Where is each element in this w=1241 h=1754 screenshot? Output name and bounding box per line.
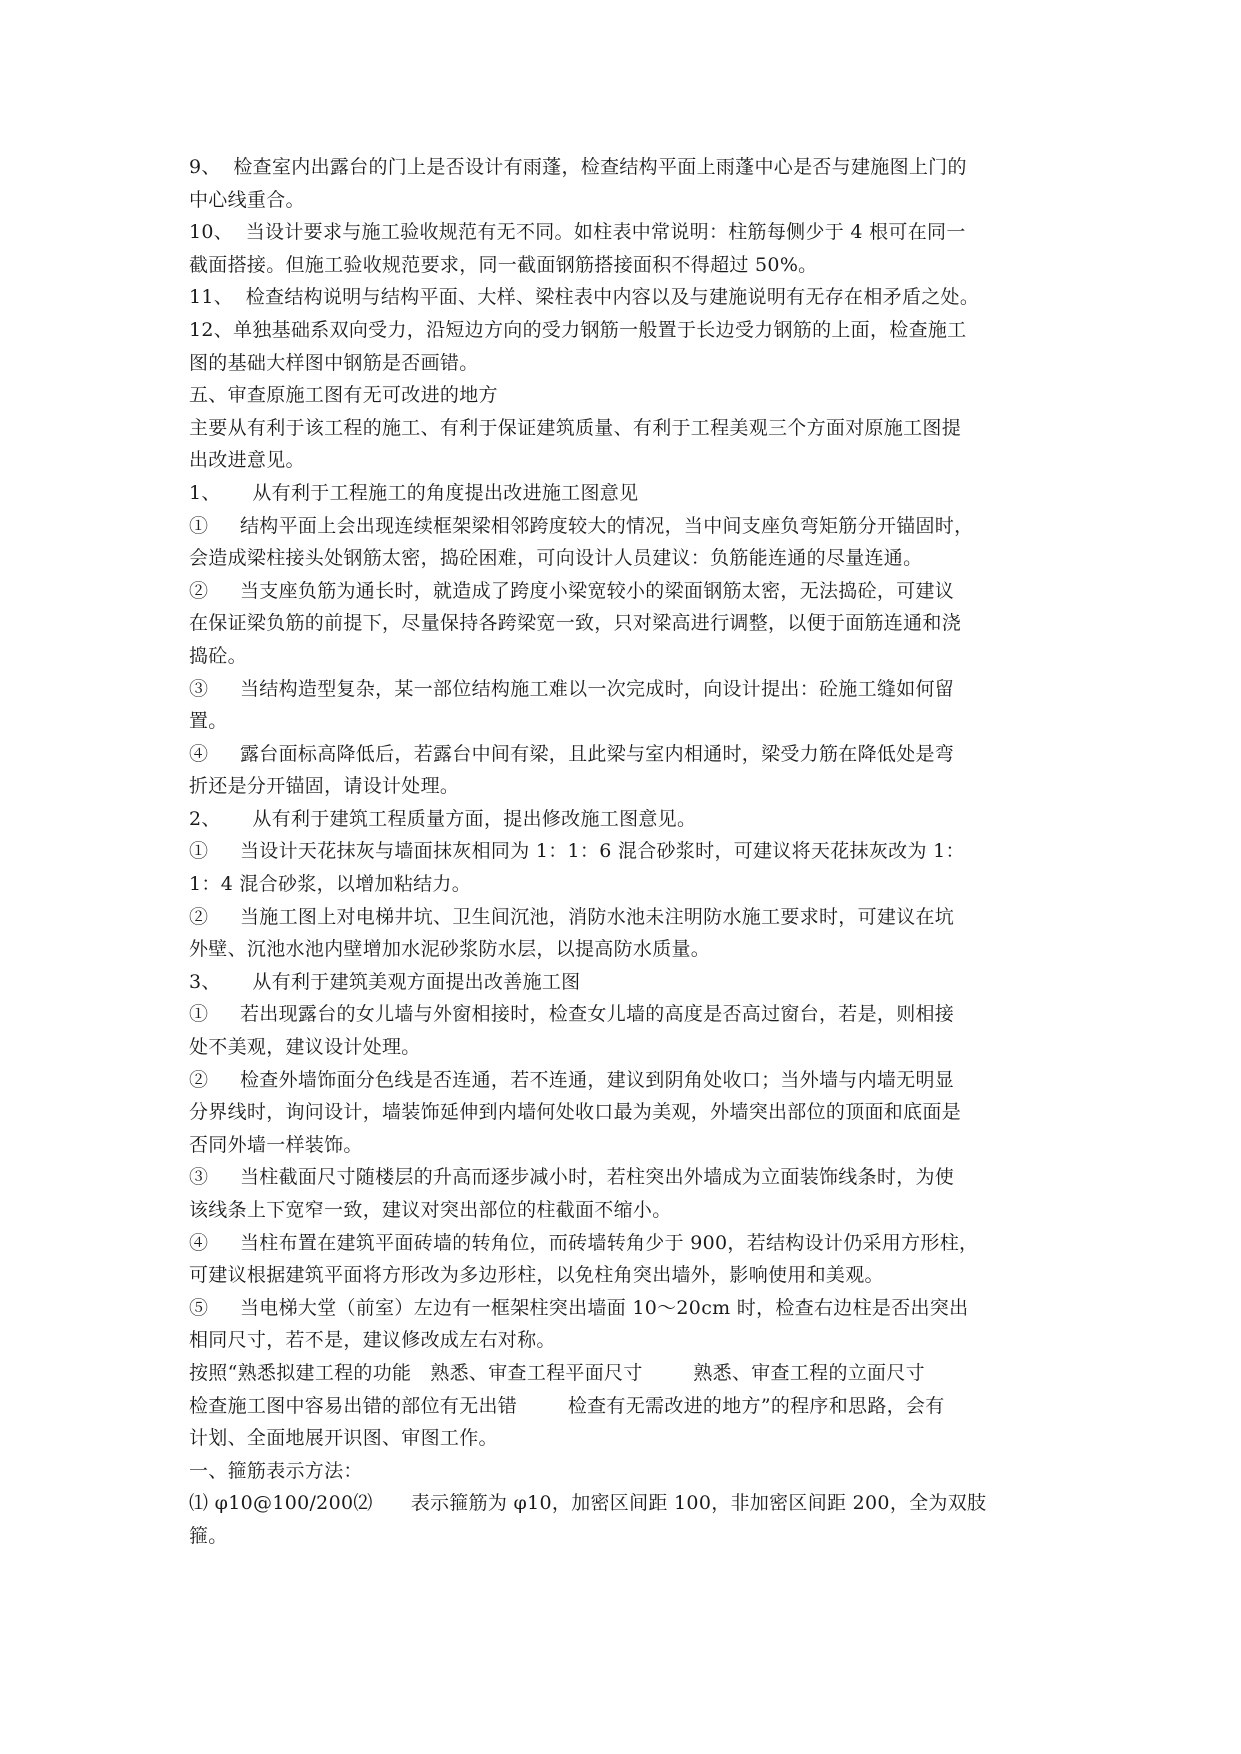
text-line: 12、单独基础系双向受力，沿短边方向的受力钢筋一般置于长边受力钢筋的上面，检查施工 [189,318,967,341]
text-line: 会造成梁柱接头处钢筋太密，捣砼困难，可向设计人员建议：负筋能连通的尽量连通。 [189,547,923,570]
text-line: ① 结构平面上会出现连续框架梁相邻跨度较大的情况，当中间支座负弯矩筋分开锚固时， [189,514,974,537]
text-line: ③ 当结构造型复杂，某一部位结构施工难以一次完成时，向设计提出：砼施工缝如何留 [189,677,955,700]
text-line: 计划、全面地展开识图、审图工作。 [189,1427,498,1450]
text-line: 9、 检查室内出露台的门上是否设计有雨蓬，检查结构平面上雨蓬中心是否与建施图上门的 [189,156,967,178]
text-line: ② 当施工图上对电梯井坑、卫生间沉池，消防水池未注明防水施工要求时，可建议在坑 [189,905,955,928]
text-line: ⑤ 当电梯大堂（前室）左边有一框架柱突出墙面 10～20cm 时，检查右边柱是否出突出 [189,1296,969,1319]
text-line: ⑴ φ10@100/200⑵ 表示箍筋为 φ10，加密区间距 100，非加密区间距 200，全为双肢 [189,1492,987,1515]
text-line: ④ 当柱布置在建筑平面砖墙的转角位，而砖墙转角少于 900，若结构设计仍采用方形柱， [189,1231,979,1254]
text-line: ② 当支座负筋为通长时，就造成了跨度小梁宽较小的梁面钢筋太密，无法捣砼，可建议 [189,579,955,602]
text-line: 图的基础大样图中钢筋是否画错。 [189,351,479,374]
text-line: ③ 当柱截面尺寸随楼层的升高而逐步减小时，若柱突出外墙成为立面装饰线条时，为使 [189,1166,955,1189]
text-line: 置。 [189,710,228,733]
text-line: ① 当设计天花抹灰与墙面抹灰相同为 1：1：6 混合砂浆时，可建议将天花抹灰改为 1： [189,840,965,863]
section-heading: 五、审查原施工图有无可改进的地方 [189,384,498,407]
text-line: 中心线重合。 [189,188,305,211]
text-line: 1：4 混合砂浆，以增加粘结力。 [189,873,472,896]
text-line: 截面搭接。但施工验收规范要求，同一截面钢筋搭接面积不得超过 50%。 [189,253,818,276]
document-body [189,151,1069,1553]
text-line: 主要从有利于该工程的施工、有利于保证建筑质量、有利于工程美观三个方面对原施工图提 [189,416,962,439]
text-line: 箍。 [189,1524,228,1547]
subsection-heading: 1、 从有利于工程施工的角度提出改进施工图意见 [189,481,639,504]
text-line: 可建议根据建筑平面将方形改为多边形柱，以免柱角突出墙外，影响使用和美观。 [189,1264,884,1287]
text-line: 捣砼。 [189,644,247,667]
subsection-heading: 3、 从有利于建筑美观方面提出改善施工图 [189,970,581,993]
text-line: 检查施工图中容易出错的部位有无出错 检查有无需改进的地方”的程序和思路，会有 [189,1394,945,1417]
text-line: 出改进意见。 [189,449,305,472]
text-line: ② 检查外墙饰面分色线是否连通，若不连通，建议到阴角处收口；当外墙与内墙无明显 [189,1068,955,1091]
text-line: ④ 露台面标高降低后，若露台中间有梁，且此梁与室内相通时，梁受力筋在降低处是弯 [189,742,955,765]
text-line: 相同尺寸，若不是，建议修改成左右对称。 [189,1329,556,1352]
text-line: 11、 检查结构说明与结构平面、大样、梁柱表中内容以及与建施说明有无存在相矛盾之处。 [189,286,980,309]
subsection-heading: 2、 从有利于建筑工程质量方面，提出修改施工图意见。 [189,807,697,830]
text-line: 该线条上下宽窄一致，建议对突出部位的柱截面不缩小。 [189,1199,672,1221]
text-line: ① 若出现露台的女儿墙与外窗相接时，检查女儿墙的高度是否高过窗台，若是，则相接 [189,1003,955,1026]
text-line: 折还是分开锚固，请设计处理。 [189,775,460,798]
text-line: 10、 当设计要求与施工验收规范有无不同。如柱表中常说明：柱筋每侧少于 4 根可在同一 [189,221,966,244]
text-line: 外壁、沉池水池内壁增加水泥砂浆防水层，以提高防水质量。 [189,938,711,961]
text-line: 按照“熟悉拟建工程的功能 熟悉、审查工程平面尺寸 熟悉、审查工程的立面尺寸 [189,1361,925,1384]
text-line: 在保证梁负筋的前提下，尽量保持各跨梁宽一致，只对梁高进行调整，以便于面筋连通和浇 [189,612,962,635]
text-line: 分界线时，询问设计，墙装饰延伸到内墙何处收口最为美观，外墙突出部位的顶面和底面是 [189,1101,962,1124]
section-heading: 一、箍筋表示方法： [189,1459,363,1482]
text-line: 否同外墙一样装饰。 [189,1133,363,1156]
text-line: 处不美观，建议设计处理。 [189,1036,421,1059]
